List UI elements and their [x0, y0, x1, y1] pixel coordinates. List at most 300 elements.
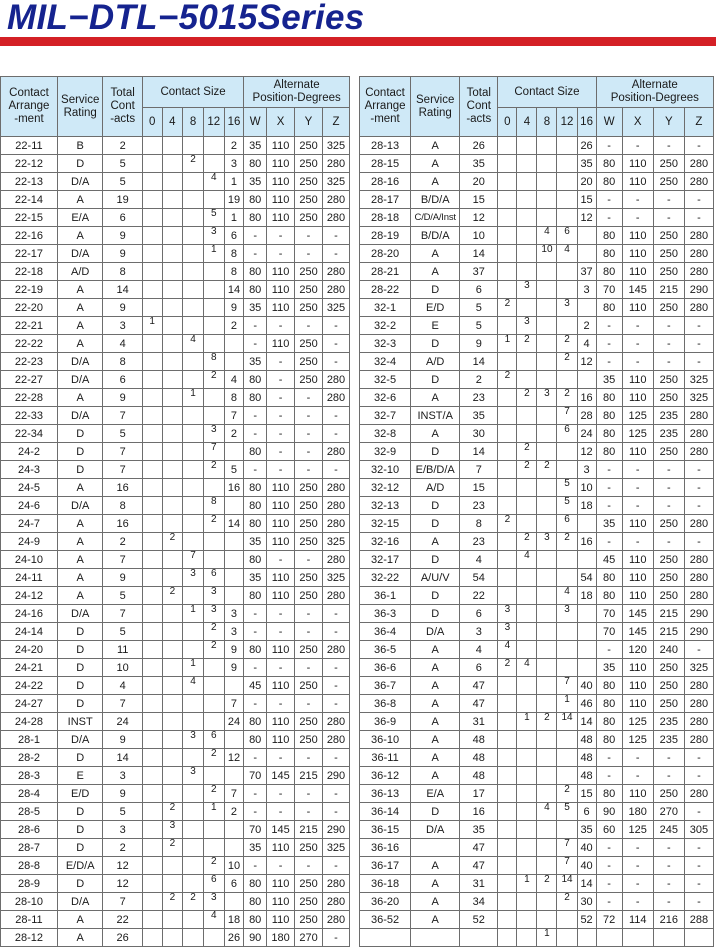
cell-position-x: 110	[622, 659, 653, 677]
table-row	[1, 425, 350, 443]
cell-service-rating: E/D	[411, 299, 460, 317]
cell-position-y: 250	[295, 677, 323, 695]
cell-total-contacts: 7	[103, 551, 142, 569]
cell-size-0	[498, 533, 517, 551]
cell-size-4	[517, 425, 537, 443]
cell-total-contacts: 15	[460, 191, 498, 209]
cell-position-x: -	[622, 893, 653, 911]
cell-position-x: 110	[267, 515, 295, 533]
cell-size-4	[162, 785, 183, 803]
cell-arrangement: 32-10	[360, 461, 411, 479]
cell-size-4	[517, 677, 537, 695]
cell-position-w: -	[244, 425, 267, 443]
cell-position-y: 235	[653, 731, 684, 749]
table-row	[1, 281, 350, 299]
cell-position-z: 325	[322, 839, 349, 857]
cell-position-z: 280	[684, 677, 713, 695]
cell-size-0	[498, 353, 517, 371]
table-row	[360, 911, 714, 929]
cell-size-12	[557, 659, 577, 677]
cell-size-4	[162, 695, 183, 713]
cell-size-4	[162, 641, 183, 659]
cell-size-8	[537, 299, 557, 317]
cell-position-z: -	[322, 677, 349, 695]
cell-size-8: 3	[183, 731, 204, 749]
cell-position-w: -	[596, 209, 622, 227]
cell-arrangement: 28-10	[1, 893, 58, 911]
cell-position-w: 80	[244, 263, 267, 281]
cell-size-16: 19	[224, 191, 244, 209]
cell-total-contacts: 48	[460, 731, 498, 749]
cell-position-x: 110	[267, 335, 295, 353]
cell-service-rating: D	[57, 155, 103, 173]
cell-arrangement: 24-7	[1, 515, 58, 533]
cell-position-x: 145	[267, 767, 295, 785]
cell-arrangement: 24-3	[1, 461, 58, 479]
cell-size-8: 1	[183, 605, 204, 623]
cell-size-8	[183, 587, 204, 605]
cell-position-w: 80	[244, 911, 267, 929]
cell-position-x: 110	[267, 713, 295, 731]
cell-size-16	[224, 821, 244, 839]
cell-size-16: 30	[577, 893, 596, 911]
table-row	[360, 821, 714, 839]
cell-size-8	[537, 893, 557, 911]
cell-service-rating: B/D/A	[411, 191, 460, 209]
cell-position-w: 80	[244, 479, 267, 497]
cell-size-8	[183, 425, 204, 443]
cell-size-0	[498, 803, 517, 821]
cell-size-4	[517, 497, 537, 515]
cell-size-8	[537, 425, 557, 443]
header-service-rating: Service Rating	[411, 77, 460, 137]
cell-arrangement: 28-19	[360, 227, 411, 245]
cell-size-0	[142, 191, 162, 209]
cell-position-y: -	[653, 479, 684, 497]
cell-size-16: 18	[224, 911, 244, 929]
cell-position-w: -	[244, 857, 267, 875]
cell-size-8	[537, 623, 557, 641]
table-row	[360, 533, 714, 551]
cell-size-8: 7	[183, 551, 204, 569]
cell-position-y: -	[295, 695, 323, 713]
table-row	[360, 767, 714, 785]
cell-service-rating: D	[57, 821, 103, 839]
cell-size-0	[498, 443, 517, 461]
cell-position-z: -	[684, 191, 713, 209]
cell-position-z: 280	[322, 551, 349, 569]
cell-arrangement: 28-11	[1, 911, 58, 929]
cell-total-contacts: 2	[103, 137, 142, 155]
cell-total-contacts: 14	[460, 443, 498, 461]
cell-size-4	[162, 245, 183, 263]
cell-position-x: 110	[622, 551, 653, 569]
cell-arrangement: 36-12	[360, 767, 411, 785]
cell-total-contacts: 35	[460, 821, 498, 839]
cell-service-rating: D	[57, 659, 103, 677]
cell-position-z: 280	[322, 389, 349, 407]
cell-size-4	[162, 137, 183, 155]
cell-size-12	[557, 191, 577, 209]
table-row	[360, 569, 714, 587]
cell-arrangement: 22-16	[1, 227, 58, 245]
cell-service-rating: E	[411, 317, 460, 335]
header-position-y: Y	[295, 108, 323, 137]
cell-total-contacts	[460, 929, 498, 947]
cell-size-8	[537, 281, 557, 299]
cell-service-rating: D	[57, 623, 103, 641]
cell-position-w: 70	[596, 623, 622, 641]
table-row	[1, 587, 350, 605]
cell-size-8	[183, 173, 204, 191]
cell-position-x: -	[622, 353, 653, 371]
cell-size-16	[224, 443, 244, 461]
cell-position-z: -	[684, 749, 713, 767]
cell-service-rating: C/D/A/Inst	[411, 209, 460, 227]
cell-position-x: 110	[267, 209, 295, 227]
cell-position-y: -	[295, 605, 323, 623]
cell-size-4	[162, 263, 183, 281]
cell-size-16: 52	[577, 911, 596, 929]
cell-position-w: 80	[244, 731, 267, 749]
cell-position-x: 110	[622, 371, 653, 389]
table-row	[360, 299, 714, 317]
cell-total-contacts: 31	[460, 875, 498, 893]
cell-position-x: 110	[622, 443, 653, 461]
cell-service-rating: A	[411, 155, 460, 173]
cell-arrangement: 22-14	[1, 191, 58, 209]
cell-size-4	[517, 839, 537, 857]
cell-size-8	[183, 911, 204, 929]
table-row	[360, 335, 714, 353]
cell-arrangement: 28-3	[1, 767, 58, 785]
cell-position-x: -	[622, 191, 653, 209]
cell-position-z: 280	[684, 443, 713, 461]
cell-size-12: 5	[557, 479, 577, 497]
cell-size-0	[142, 785, 162, 803]
cell-size-16	[577, 623, 596, 641]
cell-size-4	[162, 731, 183, 749]
cell-size-0	[498, 893, 517, 911]
cell-service-rating: D	[57, 803, 103, 821]
table-row	[360, 587, 714, 605]
cell-total-contacts: 8	[103, 497, 142, 515]
cell-size-16: 48	[577, 767, 596, 785]
cell-service-rating: A	[411, 137, 460, 155]
cell-position-y: 250	[295, 299, 323, 317]
cell-arrangement: 28-5	[1, 803, 58, 821]
cell-total-contacts: 22	[460, 587, 498, 605]
cell-size-4	[162, 155, 183, 173]
cell-size-0	[142, 893, 162, 911]
cell-arrangement: 36-3	[360, 605, 411, 623]
cell-size-0: 4	[498, 641, 517, 659]
cell-size-12	[203, 677, 224, 695]
cell-size-4: 4	[517, 551, 537, 569]
cell-position-x: -	[267, 605, 295, 623]
cell-position-x: -	[622, 857, 653, 875]
cell-total-contacts: 5	[103, 803, 142, 821]
cell-arrangement: 28-15	[360, 155, 411, 173]
table-row	[1, 371, 350, 389]
cell-position-z: 280	[684, 407, 713, 425]
cell-position-z: -	[322, 605, 349, 623]
cell-total-contacts: 14	[103, 749, 142, 767]
cell-position-w: -	[244, 335, 267, 353]
cell-size-4	[162, 623, 183, 641]
cell-position-w: 80	[596, 713, 622, 731]
cell-size-12	[557, 155, 577, 173]
cell-size-0	[142, 569, 162, 587]
cell-size-0	[142, 407, 162, 425]
cell-size-12: 1	[203, 245, 224, 263]
cell-size-0	[498, 731, 517, 749]
cell-size-8	[183, 245, 204, 263]
cell-size-12	[557, 929, 577, 947]
cell-size-4	[162, 299, 183, 317]
cell-total-contacts: 9	[460, 335, 498, 353]
cell-total-contacts: 5	[103, 623, 142, 641]
cell-position-y: 250	[295, 191, 323, 209]
cell-total-contacts: 3	[103, 317, 142, 335]
cell-arrangement: 36-16	[360, 839, 411, 857]
table-row	[360, 605, 714, 623]
table-row	[1, 137, 350, 155]
cell-position-w: -	[596, 893, 622, 911]
cell-service-rating: A	[57, 587, 103, 605]
cell-size-4	[162, 569, 183, 587]
cell-position-y: -	[295, 407, 323, 425]
cell-size-0	[142, 335, 162, 353]
cell-position-y: 250	[295, 155, 323, 173]
table-row	[1, 389, 350, 407]
cell-position-x: -	[622, 317, 653, 335]
cell-position-x: 110	[267, 587, 295, 605]
cell-size-16: 14	[577, 713, 596, 731]
cell-size-0	[498, 587, 517, 605]
cell-position-x: -	[267, 857, 295, 875]
header-size-4: 4	[162, 108, 183, 137]
cell-size-4	[162, 713, 183, 731]
cell-size-4	[517, 263, 537, 281]
table-row	[360, 731, 714, 749]
cell-position-w: 80	[596, 677, 622, 695]
cell-arrangement: 28-8	[1, 857, 58, 875]
cell-size-4: 3	[517, 281, 537, 299]
cell-size-4	[517, 587, 537, 605]
table-row	[360, 317, 714, 335]
cell-position-z: -	[322, 785, 349, 803]
cell-arrangement: 36-14	[360, 803, 411, 821]
cell-total-contacts: 9	[103, 245, 142, 263]
cell-size-0	[498, 749, 517, 767]
cell-size-8	[537, 317, 557, 335]
cell-position-w: 72	[596, 911, 622, 929]
cell-size-4	[162, 461, 183, 479]
table-row	[1, 695, 350, 713]
cell-position-y: -	[295, 623, 323, 641]
cell-service-rating: A	[411, 767, 460, 785]
cell-total-contacts: 31	[460, 713, 498, 731]
cell-position-x: 110	[622, 587, 653, 605]
cell-size-0	[498, 551, 517, 569]
cell-size-0	[498, 227, 517, 245]
table-row	[360, 173, 714, 191]
table-row	[1, 749, 350, 767]
cell-position-y: 235	[653, 713, 684, 731]
cell-size-16	[577, 515, 596, 533]
cell-position-w: -	[244, 245, 267, 263]
cell-position-x: -	[622, 209, 653, 227]
cell-position-w	[596, 929, 622, 947]
cell-size-8	[183, 497, 204, 515]
cell-total-contacts: 3	[460, 623, 498, 641]
cell-service-rating: A	[57, 569, 103, 587]
cell-position-y: 250	[653, 155, 684, 173]
cell-service-rating: D	[57, 461, 103, 479]
cell-service-rating: D	[57, 677, 103, 695]
cell-arrangement: 28-4	[1, 785, 58, 803]
cell-position-z: 280	[322, 497, 349, 515]
cell-size-4: 3	[162, 821, 183, 839]
cell-service-rating: B/D/A	[411, 227, 460, 245]
cell-position-y: 250	[295, 515, 323, 533]
cell-position-x: -	[267, 695, 295, 713]
cell-size-8: 2	[537, 461, 557, 479]
cell-position-y: -	[653, 533, 684, 551]
cell-position-z: 280	[684, 551, 713, 569]
cell-size-16: 48	[577, 749, 596, 767]
cell-position-y: 250	[653, 551, 684, 569]
cell-position-x: 110	[622, 515, 653, 533]
cell-position-y: 250	[653, 389, 684, 407]
cell-total-contacts: 8	[460, 515, 498, 533]
cell-size-16: 15	[577, 191, 596, 209]
cell-position-w: 80	[596, 443, 622, 461]
cell-size-16	[224, 677, 244, 695]
cell-position-w: 35	[244, 569, 267, 587]
table-row	[1, 641, 350, 659]
header-row-top	[1, 77, 350, 108]
cell-service-rating: D	[57, 641, 103, 659]
table-row	[360, 641, 714, 659]
cell-service-rating: A	[411, 893, 460, 911]
cell-size-0: 2	[498, 299, 517, 317]
cell-size-8	[537, 407, 557, 425]
cell-service-rating: A	[57, 479, 103, 497]
cell-position-y: 215	[653, 623, 684, 641]
cell-arrangement: 22-12	[1, 155, 58, 173]
cell-position-w: -	[244, 785, 267, 803]
cell-size-16: 10	[224, 857, 244, 875]
cell-position-y: 250	[653, 659, 684, 677]
cell-total-contacts: 4	[103, 677, 142, 695]
cell-total-contacts: 48	[460, 767, 498, 785]
table-row	[1, 731, 350, 749]
cell-total-contacts: 2	[103, 533, 142, 551]
cell-position-w: 80	[596, 569, 622, 587]
cell-position-y: 250	[295, 893, 323, 911]
cell-size-16: 8	[224, 263, 244, 281]
cell-arrangement: 32-9	[360, 443, 411, 461]
cell-total-contacts: 30	[460, 425, 498, 443]
cell-arrangement: 36-11	[360, 749, 411, 767]
cell-arrangement: 24-9	[1, 533, 58, 551]
cell-size-12	[203, 281, 224, 299]
cell-service-rating: A	[57, 227, 103, 245]
cell-size-0	[498, 677, 517, 695]
cell-position-y: -	[295, 803, 323, 821]
cell-position-w: 35	[244, 533, 267, 551]
cell-position-y: 215	[653, 281, 684, 299]
cell-arrangement: 32-3	[360, 335, 411, 353]
cell-size-12	[203, 317, 224, 335]
cell-size-8	[537, 137, 557, 155]
cell-size-16: 3	[577, 461, 596, 479]
cell-total-contacts: 5	[460, 299, 498, 317]
cell-position-z: -	[322, 335, 349, 353]
cell-size-12	[203, 335, 224, 353]
page-title: MIL−DTL−5015Series	[7, 0, 365, 37]
cell-position-w: -	[244, 623, 267, 641]
cell-size-0	[142, 803, 162, 821]
cell-arrangement: 28-13	[360, 137, 411, 155]
cell-arrangement: 36-7	[360, 677, 411, 695]
cell-position-x: 110	[622, 299, 653, 317]
cell-size-16	[577, 299, 596, 317]
cell-position-w: 70	[596, 605, 622, 623]
cell-service-rating: D	[411, 551, 460, 569]
cell-position-z: 280	[322, 875, 349, 893]
cell-size-8	[183, 749, 204, 767]
cell-size-4	[517, 731, 537, 749]
cell-total-contacts: 26	[460, 137, 498, 155]
cell-size-0	[498, 911, 517, 929]
header-alternate-positions: Alternate Position-Degrees	[596, 77, 713, 108]
table-row	[360, 515, 714, 533]
cell-size-8	[537, 335, 557, 353]
cell-size-0	[142, 731, 162, 749]
cell-size-0	[142, 281, 162, 299]
cell-position-z: -	[322, 857, 349, 875]
cell-position-x: 110	[267, 641, 295, 659]
cell-total-contacts: 6	[460, 605, 498, 623]
cell-size-12: 2	[557, 785, 577, 803]
cell-position-x: 110	[267, 137, 295, 155]
cell-service-rating: A/D	[411, 353, 460, 371]
header-position-y: Y	[653, 108, 684, 137]
header-contact-arrangement: Contact Arrange -ment	[1, 77, 58, 137]
cell-arrangement: 22-23	[1, 353, 58, 371]
cell-position-y: -	[295, 245, 323, 263]
cell-size-16: 40	[577, 677, 596, 695]
cell-size-12	[203, 695, 224, 713]
cell-position-y: 250	[653, 569, 684, 587]
cell-size-12	[203, 155, 224, 173]
cell-position-z: 280	[322, 371, 349, 389]
cell-size-0	[498, 407, 517, 425]
cell-position-z: 280	[322, 281, 349, 299]
cell-position-y: -	[653, 461, 684, 479]
cell-total-contacts: 9	[103, 731, 142, 749]
cell-arrangement: 36-9	[360, 713, 411, 731]
cell-size-12: 2	[557, 353, 577, 371]
cell-position-y: 235	[653, 407, 684, 425]
cell-position-z: 325	[322, 137, 349, 155]
cell-arrangement: 36-15	[360, 821, 411, 839]
cell-size-0	[498, 461, 517, 479]
cell-size-0	[498, 137, 517, 155]
